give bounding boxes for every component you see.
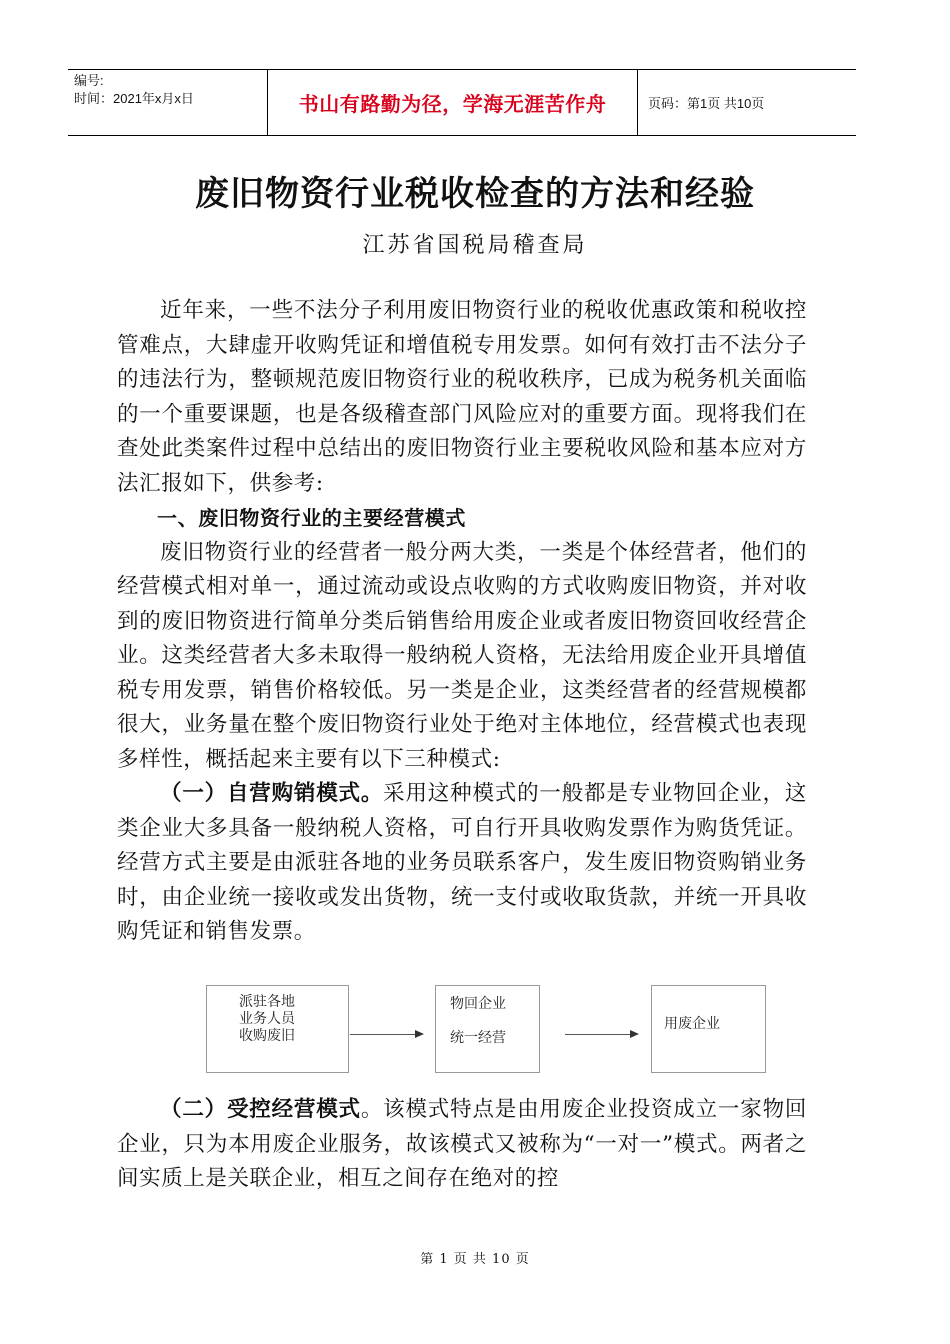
header-motto: 书山有路勤为径，学海无涯苦作舟	[267, 70, 638, 135]
document-author: 江苏省国税局稽查局	[362, 233, 588, 258]
flow-box-recycler-line: 物回企业	[450, 996, 506, 1012]
flow-arrow	[350, 1034, 422, 1035]
intro-paragraph: 近年来，一些不法分子利用废旧物资行业的税收优惠政策和税收控管难点，大肆虚开收购凭证和增值税专用发票。如何有效打击不法分子的违法行为，整顿规范废旧物资行业的税收秩序，已成为税务机关面临的一个重要课题，也是各级稽查部门风险应对的重要方面。现将我们在查处此类案件过程中总结出的废旧物资行业主要税收风险和基本应对方法汇报如下，供参考:	[117, 298, 807, 496]
flow-box-agents	[206, 985, 349, 1073]
document-body-continued	[117, 1093, 807, 1197]
section-heading: 一、废旧物资行业的主要经营模式	[157, 506, 466, 530]
header-page-number: 页码：第1页 共10页	[648, 96, 765, 111]
document-body	[117, 294, 807, 950]
section-paragraph: 废旧物资行业的经营者一般分两大类，一类是个体经营者，他们的经营模式相对单一，通过流动或设点收购的方式收购废旧物资，并对收到的废旧物资进行简单分类后销售给用废企业或者废旧物资回收经营企业。这类经营者大多未取得一般纳税人资格，无法给用废企业开具增值税专用发票，销售价格较低。另一类是企业，这类经营者的经营规模都很大，业务量在整个废旧物资行业处于绝对主体地位，经营模式也表现多样性，概括起来主要有以下三种模式:	[117, 539, 807, 772]
flow-box-agents-line: 收购废旧	[239, 1028, 295, 1044]
mode2-text: 。该模式特点是由用废企业投资成立一家物回企业，只为本用废企业服务，故该模式又被称为“一对一”模式。两者之间实质上是关联企业，相互之间存在绝对的控	[117, 1097, 807, 1191]
flow-box-recycler	[435, 985, 540, 1073]
mode1-text: 采用这种模式的一般都是专业物回企业，这类企业大多具备一般纳税人资格，可自行开具收购发票作为购货凭证。经营方式主要是由派驻各地的业务员联系客户，发生废旧物资购销业务时，由企业统一接收或发出货物，统一支付或收取货款，并统一开具收购凭证和销售发票。	[117, 781, 807, 944]
document-title: 废旧物资行业税收检查的方法和经验	[195, 174, 755, 214]
flow-box-agents-line: 业务人员	[239, 1011, 295, 1027]
page-footer: 第 1 页 共 10 页	[420, 1252, 530, 1267]
header-table	[68, 69, 856, 136]
flow-box-user: 用废企业	[651, 985, 766, 1073]
mode1-paragraph	[117, 777, 807, 950]
header-meta	[68, 70, 267, 135]
flow-arrow	[565, 1034, 637, 1035]
flow-box-agents-line: 派驻各地	[239, 994, 295, 1010]
document-time-label: 时间：2021年x月x日	[74, 91, 194, 106]
flow-diagram	[0, 985, 950, 1075]
mode2-label: （二）受控经营模式	[160, 1097, 361, 1122]
mode2-paragraph	[117, 1093, 807, 1197]
document-number-label: 编号:	[74, 73, 104, 88]
mode1-label: （一）自营购销模式。	[160, 781, 384, 806]
flow-box-recycler-line: 统一经营	[450, 1030, 506, 1046]
